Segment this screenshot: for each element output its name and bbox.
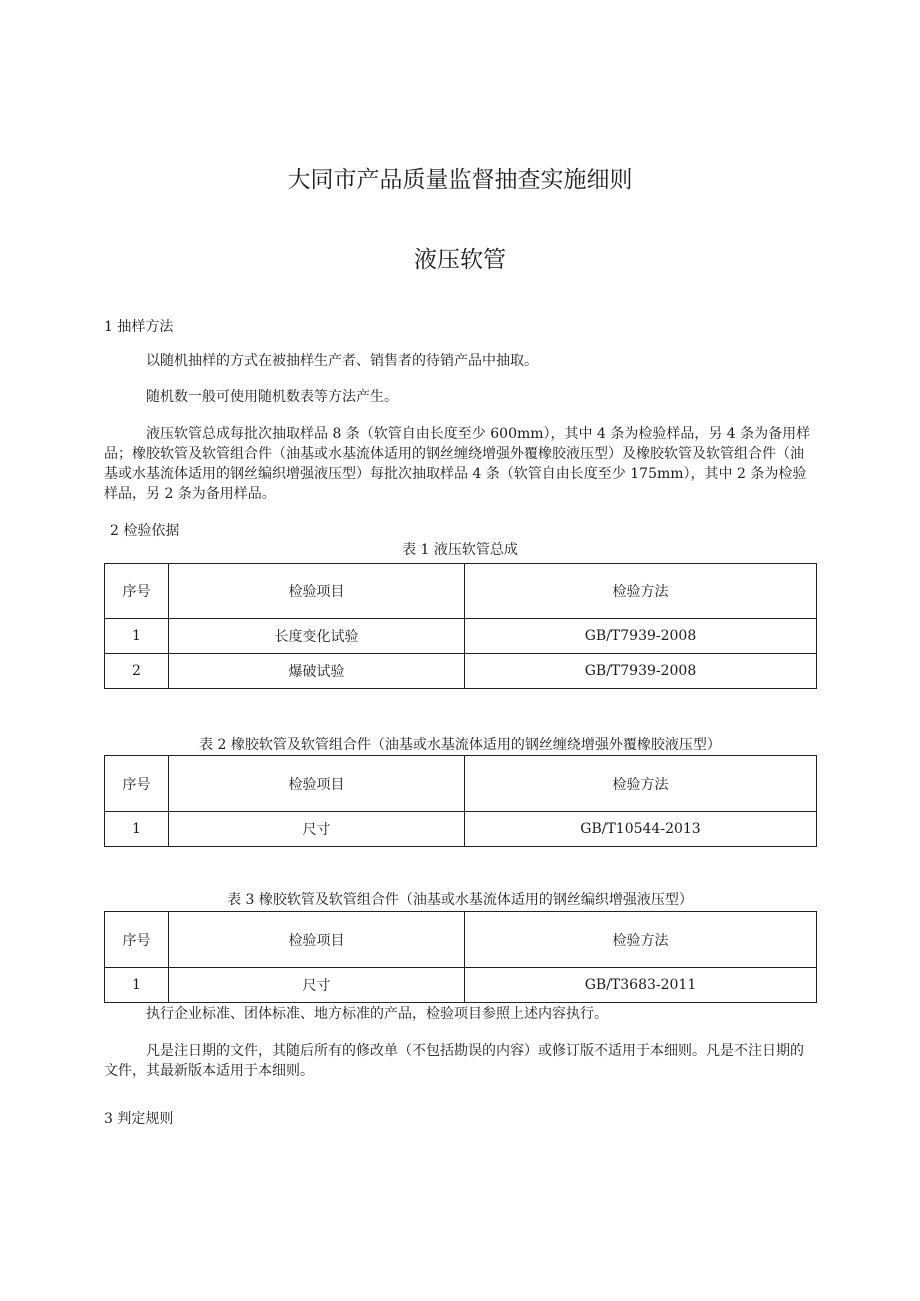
table-header-row [105, 564, 817, 619]
table-row [105, 968, 817, 1003]
document-title: 大同市产品质量监督抽查实施细则 [287, 167, 633, 193]
paragraph: 执行企业标准、团体标准、地方标准的产品，检验项目参照上述内容执行。 [146, 1006, 608, 1022]
table-1 [104, 563, 817, 689]
table-1-caption: 表 1 液压软管总成 [402, 542, 518, 558]
table-cell: 1 [105, 812, 169, 847]
table-cell: 尺寸 [169, 968, 465, 1003]
table-2 [104, 755, 817, 847]
header-cell: 检验方法 [465, 756, 817, 812]
table-3 [104, 911, 817, 1003]
document-subtitle: 液压软管 [414, 247, 506, 273]
table-cell: GB/T10544-2013 [465, 812, 817, 847]
table-cell: GB/T7939-2008 [465, 654, 817, 689]
table-header-row [105, 756, 817, 812]
section-3-heading: 3 判定规则 [104, 1111, 174, 1127]
table-cell: GB/T7939-2008 [465, 619, 817, 654]
header-cell: 检验方法 [465, 564, 817, 619]
table-cell: 爆破试验 [169, 654, 465, 689]
header-cell: 检验方法 [465, 912, 817, 968]
section-1-heading: 1 抽样方法 [104, 319, 174, 335]
paragraph: 液压软管总成每批次抽取样品 8 条（软管自由长度至少 600mm），其中 4 条为检验样品，另 4 条为备用样品；橡胶软管及软管组合件（油基或水基流体适用的钢丝缠绕增强外覆橡胶液压型）及橡胶软管及软管组合件（油基或水基流体适用的钢丝编织增强液压型）每批次抽取样品 4 条（软管自由长度至少 175mm），其中 2 条为检验样品，另 2 条为备用样品。 [104, 426, 811, 502]
table-2-caption: 表 2 橡胶软管及软管组合件（油基或水基流体适用的钢丝缠绕增强外覆橡胶液压型） [199, 737, 721, 753]
header-cell: 检验项目 [169, 564, 465, 619]
header-cell: 序号 [105, 756, 169, 812]
header-cell: 序号 [105, 564, 169, 619]
table-row [105, 619, 817, 654]
table-cell: 2 [105, 654, 169, 689]
table-cell: 1 [105, 619, 169, 654]
table-row [105, 812, 817, 847]
table-cell: GB/T3683-2011 [465, 968, 817, 1003]
header-cell: 检验项目 [169, 756, 465, 812]
table-header-row [105, 912, 817, 968]
section-2-heading: 2 检验依据 [110, 523, 180, 539]
table-cell: 1 [105, 968, 169, 1003]
header-cell: 检验项目 [169, 912, 465, 968]
paragraph: 以随机抽样的方式在被抽样生产者、销售者的待销产品中抽取。 [146, 353, 538, 369]
table-cell: 长度变化试验 [169, 619, 465, 654]
table-row [105, 654, 817, 689]
table-cell: 尺寸 [169, 812, 465, 847]
paragraph: 凡是注日期的文件，其随后所有的修改单（不包括勘误的内容）或修订版不适用于本细则。凡是不注日期的文件，其最新版本适用于本细则。 [104, 1043, 804, 1079]
paragraph: 随机数一般可使用随机数表等方法产生。 [146, 389, 398, 405]
table-3-caption: 表 3 橡胶软管及软管组合件（油基或水基流体适用的钢丝编织增强液压型） [227, 892, 693, 908]
header-cell: 序号 [105, 912, 169, 968]
